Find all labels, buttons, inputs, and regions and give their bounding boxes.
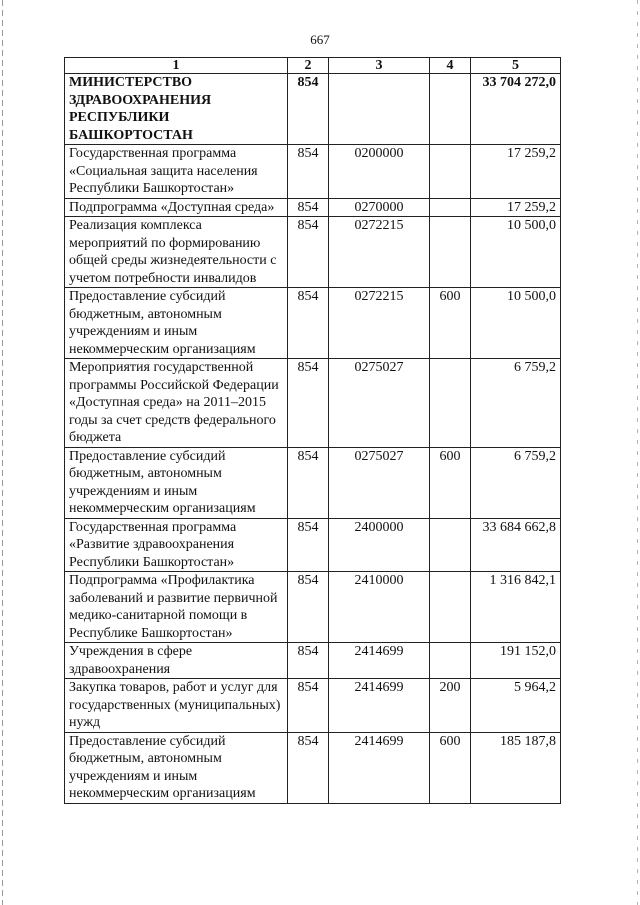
cell-program: [329, 74, 430, 145]
cell-type: 600: [430, 288, 471, 359]
cell-program: 0275027: [329, 359, 430, 448]
cell-name: Государственная программа «Развитие здравоохранения Республики Башкортостан»: [65, 518, 288, 572]
cell-type: [430, 145, 471, 199]
cell-program: 2400000: [329, 518, 430, 572]
cell-program: 0272215: [329, 288, 430, 359]
table-header-row: [65, 58, 561, 74]
cell-code: 854: [288, 288, 329, 359]
cell-type: [430, 643, 471, 679]
cell-name: МИНИСТЕРСТВО ЗДРАВООХРАНЕНИЯ РЕСПУБЛИКИ БАШКОРТОСТАН: [65, 74, 288, 145]
cell-sum: 6 759,2: [471, 447, 561, 518]
cell-type: [430, 198, 471, 217]
cell-code: 854: [288, 359, 329, 448]
column-header-type: 4: [430, 58, 471, 74]
cell-code: 854: [288, 679, 329, 733]
cell-code: 854: [288, 198, 329, 217]
table-row: [65, 288, 561, 359]
cell-name: Предоставление субсидий бюджетным, автономным учреждениям и иным некоммерческим организациям: [65, 288, 288, 359]
cell-sum: 5 964,2: [471, 679, 561, 733]
cell-sum: 33 684 662,8: [471, 518, 561, 572]
cell-program: 0275027: [329, 447, 430, 518]
cell-type: [430, 217, 471, 288]
table-row: [65, 447, 561, 518]
table-row: [65, 643, 561, 679]
table-row: [65, 679, 561, 733]
cell-type: 600: [430, 732, 471, 803]
cell-name: Подпрограмма «Профилактика заболеваний и развитие первичной медико-санитарной помощи в Республике Башкортостан»: [65, 572, 288, 643]
cell-name: Мероприятия государственной программы Российской Федерации «Доступная среда» на 2011–2015 годы за счет средств федерального бюджета: [65, 359, 288, 448]
cell-type: 200: [430, 679, 471, 733]
scan-edge-left: [2, 0, 3, 905]
cell-program: 0200000: [329, 145, 430, 199]
table-row: [65, 572, 561, 643]
cell-type: 600: [430, 447, 471, 518]
column-header-program: 3: [329, 58, 430, 74]
cell-program: 2410000: [329, 572, 430, 643]
column-header-sum: 5: [471, 58, 561, 74]
table-row: [65, 217, 561, 288]
cell-sum: 10 500,0: [471, 217, 561, 288]
table-row: [65, 518, 561, 572]
table-row-ministry: [65, 74, 561, 145]
cell-program: 2414699: [329, 679, 430, 733]
cell-name: Предоставление субсидий бюджетным, автономным учреждениям и иным некоммерческим организациям: [65, 732, 288, 803]
table-row: [65, 145, 561, 199]
cell-sum: 10 500,0: [471, 288, 561, 359]
cell-program: 0272215: [329, 217, 430, 288]
cell-sum: 17 259,2: [471, 145, 561, 199]
cell-program: 2414699: [329, 643, 430, 679]
cell-type: [430, 359, 471, 448]
cell-sum: 33 704 272,0: [471, 74, 561, 145]
cell-code: 854: [288, 145, 329, 199]
cell-code: 854: [288, 643, 329, 679]
cell-type: [430, 518, 471, 572]
cell-name: Предоставление субсидий бюджетным, автономным учреждениям и иным некоммерческим организациям: [65, 447, 288, 518]
cell-name: Реализация комплекса мероприятий по формированию общей среды жизнедеятельности с учетом потребности инвалидов: [65, 217, 288, 288]
cell-name: Подпрограмма «Доступная среда»: [65, 198, 288, 217]
cell-sum: 185 187,8: [471, 732, 561, 803]
cell-program: 0270000: [329, 198, 430, 217]
cell-type: [430, 74, 471, 145]
cell-sum: 6 759,2: [471, 359, 561, 448]
cell-code: 854: [288, 518, 329, 572]
cell-name: Учреждения в сфере здравоохранения: [65, 643, 288, 679]
cell-type: [430, 572, 471, 643]
cell-code: 854: [288, 74, 329, 145]
budget-table: [64, 57, 561, 804]
cell-sum: 1 316 842,1: [471, 572, 561, 643]
column-header-name: 1: [65, 58, 288, 74]
page-number: 667: [310, 32, 330, 47]
scan-edge-right: [637, 0, 638, 905]
cell-code: 854: [288, 217, 329, 288]
cell-sum: 191 152,0: [471, 643, 561, 679]
table-row: [65, 359, 561, 448]
column-header-code: 2: [288, 58, 329, 74]
table-row: [65, 198, 561, 217]
cell-name: Закупка товаров, работ и услуг для государственных (муниципальных) нужд: [65, 679, 288, 733]
cell-code: 854: [288, 572, 329, 643]
cell-code: 854: [288, 447, 329, 518]
cell-sum: 17 259,2: [471, 198, 561, 217]
cell-name: Государственная программа «Социальная защита населения Республики Башкортостан»: [65, 145, 288, 199]
table-row: [65, 732, 561, 803]
cell-code: 854: [288, 732, 329, 803]
cell-program: 2414699: [329, 732, 430, 803]
